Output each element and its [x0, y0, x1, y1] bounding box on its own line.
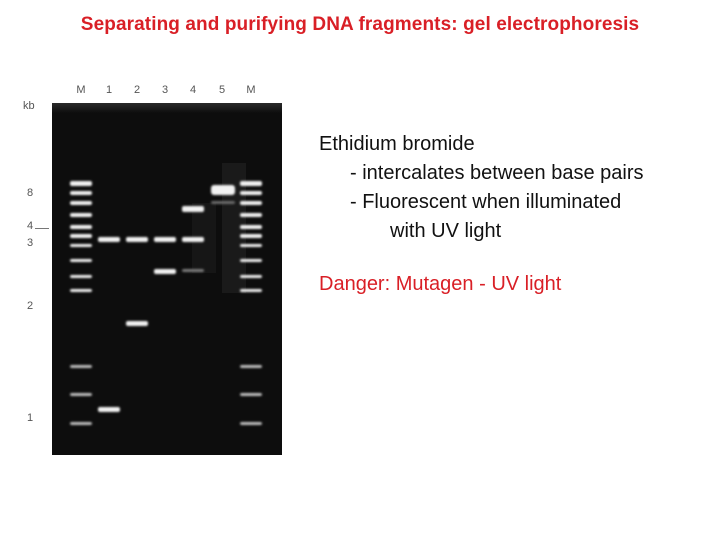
band-m-right	[240, 191, 262, 195]
band-m-left	[70, 289, 92, 292]
gel-bands	[52, 103, 282, 455]
notes-bullet-intercalates: - intercalates between base pairs	[350, 162, 644, 184]
band-m-right	[240, 289, 262, 292]
band-m-right	[240, 244, 262, 247]
lane-label-m-right: M	[246, 84, 256, 96]
band-m-right	[240, 393, 262, 396]
band-m-right	[240, 422, 262, 425]
notes-bullet-fluorescent-cont: with UV light	[390, 220, 502, 242]
danger-warning: Danger: Mutagen - UV light	[319, 273, 562, 295]
gel-image	[52, 103, 282, 455]
lane-label-m-left: M	[76, 84, 86, 96]
notes-heading: Ethidium bromide	[319, 133, 475, 155]
band-lane-1	[98, 237, 120, 242]
band-lane-2	[126, 321, 148, 326]
band-m-left	[70, 201, 92, 205]
band-m-left	[70, 225, 92, 229]
band-m-left	[70, 234, 92, 238]
band-lane-5	[211, 185, 235, 195]
ethidium-bromide-notes	[319, 130, 644, 246]
band-m-right	[240, 234, 262, 238]
band-m-left	[70, 365, 92, 368]
band-lane-3	[154, 269, 176, 274]
size-marker-4: 4	[27, 220, 34, 232]
band-lane-5	[211, 201, 235, 204]
band-m-right	[240, 259, 262, 262]
band-m-right	[240, 181, 262, 186]
band-m-left	[70, 422, 92, 425]
lane-label-4: 4	[189, 84, 197, 96]
band-lane-3	[154, 237, 176, 242]
size-marker-1: 1	[27, 412, 34, 424]
band-m-right	[240, 275, 262, 278]
band-lane-4	[182, 269, 204, 272]
band-m-right	[240, 201, 262, 205]
notes-bullet-fluorescent: - Fluorescent when illuminated	[350, 191, 622, 213]
size-marker-8: 8	[27, 187, 34, 199]
lane-label-2: 2	[133, 84, 141, 96]
band-m-left	[70, 244, 92, 247]
size-marker-tick	[35, 228, 49, 229]
band-m-left	[70, 393, 92, 396]
size-marker-3: 3	[27, 237, 34, 249]
size-marker-2: 2	[27, 300, 34, 312]
gel-wells	[52, 103, 282, 113]
band-m-left	[70, 181, 92, 186]
band-m-left	[70, 275, 92, 278]
band-m-left	[70, 213, 92, 217]
slide-title: Separating and purifying DNA fragments: gel electrophoresis	[80, 14, 640, 35]
band-m-right	[240, 365, 262, 368]
band-lane-4	[182, 237, 204, 242]
band-m-left	[70, 191, 92, 195]
band-lane-1	[98, 407, 120, 412]
lane-label-1: 1	[105, 84, 113, 96]
band-m-left	[70, 259, 92, 262]
lane-label-3: 3	[161, 84, 169, 96]
band-m-right	[240, 225, 262, 229]
kb-unit-label: kb	[23, 100, 35, 112]
band-lane-2	[126, 237, 148, 242]
band-lane-4	[182, 206, 204, 212]
band-m-right	[240, 213, 262, 217]
lane-label-5: 5	[218, 84, 226, 96]
